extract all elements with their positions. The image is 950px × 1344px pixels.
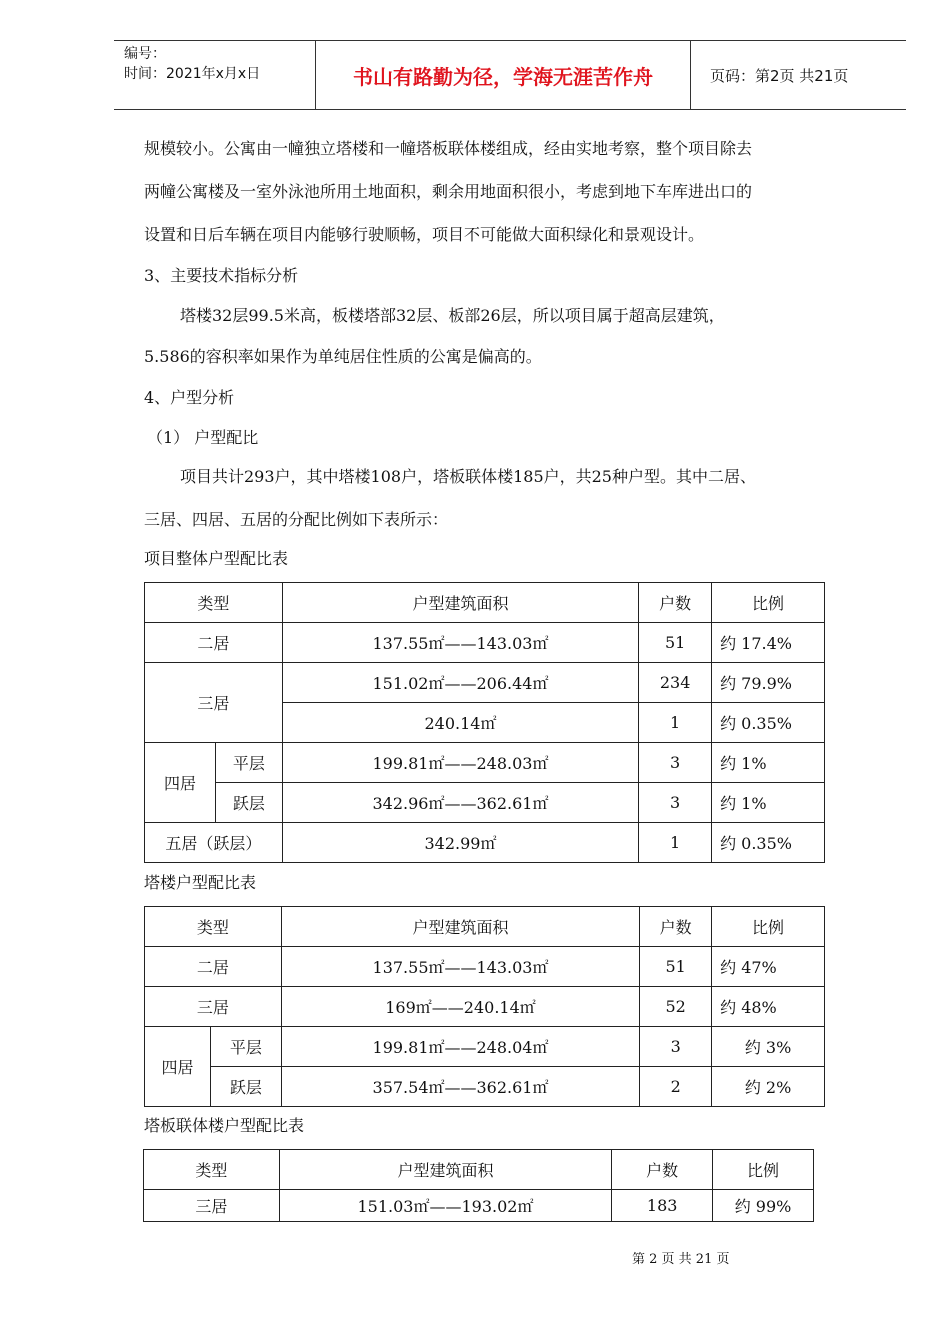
header-cell: 户数: [639, 583, 712, 623]
type-cell: 三居: [145, 663, 283, 743]
paragraph-line: 塔楼32层99.5米高，板楼塔部32层、板部26层，所以项目属于超高层建筑，: [180, 306, 725, 325]
table-header-row: [144, 1150, 814, 1190]
tower-unit-table: [144, 906, 825, 1107]
header-cell: 户型建筑面积: [282, 583, 638, 623]
subsection-heading: （1） 户型配比: [147, 428, 259, 447]
ratio-cell: 约 17.4%: [712, 623, 825, 663]
area-cell: 357.54㎡——362.61㎡: [281, 1067, 639, 1107]
table-row: [145, 743, 825, 783]
header-cell: 户型建筑面积: [281, 907, 639, 947]
header-cell: 比例: [712, 583, 825, 623]
count-cell: 3: [640, 1027, 712, 1067]
area-cell: 137.55㎡——143.03㎡: [282, 623, 638, 663]
count-cell: 51: [639, 623, 712, 663]
count-cell: 1: [639, 703, 712, 743]
page-header: [114, 40, 906, 110]
count-cell: 1: [639, 823, 712, 863]
header-motto: 书山有路勤为径，学海无涯苦作舟: [315, 41, 691, 109]
table-row: [145, 663, 825, 703]
ratio-cell: 约 99%: [713, 1190, 814, 1222]
count-cell: 2: [640, 1067, 712, 1107]
type-cell: 二居: [145, 623, 283, 663]
tower-slab-unit-table: [143, 1149, 814, 1222]
header-cell: 比例: [712, 907, 825, 947]
header-cell: 类型: [144, 1150, 280, 1190]
subtype-cell: 跃层: [215, 783, 282, 823]
area-cell: 342.99㎡: [282, 823, 638, 863]
ratio-cell: 约 0.35%: [712, 703, 825, 743]
table-row: [144, 1190, 814, 1222]
header-cell: 类型: [145, 907, 282, 947]
subtype-cell: 平层: [215, 743, 282, 783]
subtype-cell: 跃层: [210, 1067, 281, 1107]
overall-unit-table: [144, 582, 825, 863]
section-heading: 3、主要技术指标分析: [144, 266, 299, 285]
count-cell: 3: [639, 743, 712, 783]
type-cell: 二居: [145, 947, 282, 987]
area-cell: 169㎡——240.14㎡: [281, 987, 639, 1027]
type-cell: 三居: [145, 987, 282, 1027]
area-cell: 199.81㎡——248.04㎡: [281, 1027, 639, 1067]
ratio-cell: 约 47%: [712, 947, 825, 987]
ratio-cell: 约 1%: [712, 743, 825, 783]
table-row: [145, 1027, 825, 1067]
type-cell: 三居: [144, 1190, 280, 1222]
count-cell: 52: [640, 987, 712, 1027]
ratio-cell: 约 79.9%: [712, 663, 825, 703]
paragraph-line: 三居、四居、五居的分配比例如下表所示：: [144, 510, 449, 529]
count-cell: 183: [612, 1190, 713, 1222]
paragraph-line: 设置和日后车辆在项目内能够行驶顺畅，项目不可能做大面积绿化和景观设计。: [144, 225, 705, 244]
paragraph-line: 5.586的容积率如果作为单纯居住性质的公寓是偏高的。: [144, 347, 542, 366]
count-cell: 3: [639, 783, 712, 823]
area-cell: 137.55㎡——143.03㎡: [281, 947, 639, 987]
header-cell: 户数: [612, 1150, 713, 1190]
area-cell: 199.81㎡——248.03㎡: [282, 743, 638, 783]
header-page-info: [700, 41, 906, 109]
type-cell: 四居: [145, 1027, 211, 1107]
table-row: [145, 623, 825, 663]
header-time-label: 时间：2021年x月x日: [124, 66, 261, 82]
header-cell: 户数: [640, 907, 712, 947]
table-caption: 项目整体户型配比表: [144, 549, 289, 568]
header-cell: 比例: [713, 1150, 814, 1190]
table-row: [145, 947, 825, 987]
section-heading: 4、户型分析: [144, 388, 235, 407]
type-cell: 五居（跃层）: [145, 823, 283, 863]
area-cell: 151.03㎡——193.02㎡: [279, 1190, 611, 1222]
paragraph-line: 项目共计293户，其中塔楼108户，塔板联体楼185户，共25种户型。其中二居、: [180, 467, 756, 486]
table-header-row: [145, 583, 825, 623]
header-cell: 户型建筑面积: [279, 1150, 611, 1190]
table-row: [145, 1067, 825, 1107]
area-cell: 342.96㎡——362.61㎡: [282, 783, 638, 823]
ratio-cell: 约 2%: [712, 1067, 825, 1107]
header-page-info-text: 页码：第2页 共21页: [710, 66, 849, 85]
header-cell: 类型: [145, 583, 283, 623]
type-cell: 四居: [145, 743, 216, 823]
paragraph-line: 两幢公寓楼及一室外泳池所用土地面积，剩余用地面积很小，考虑到地下车库进出口的: [144, 182, 753, 201]
area-cell: 151.02㎡——206.44㎡: [282, 663, 638, 703]
table-caption: 塔板联体楼户型配比表: [144, 1116, 305, 1135]
table-header-row: [145, 907, 825, 947]
count-cell: 51: [640, 947, 712, 987]
paragraph-line: 规模较小。公寓由一幢独立塔楼和一幢塔板联体楼组成，经由实地考察，整个项目除去: [144, 139, 753, 158]
table-row: [145, 987, 825, 1027]
ratio-cell: 约 48%: [712, 987, 825, 1027]
header-meta: [114, 41, 314, 109]
ratio-cell: 约 1%: [712, 783, 825, 823]
header-number-label: 编号：: [124, 46, 166, 62]
table-row: [145, 783, 825, 823]
ratio-cell: 约 3%: [712, 1027, 825, 1067]
subtype-cell: 平层: [210, 1027, 281, 1067]
table-row: [145, 823, 825, 863]
page-footer: 第 2 页 共 21 页: [632, 1252, 730, 1267]
ratio-cell: 约 0.35%: [712, 823, 825, 863]
table-caption: 塔楼户型配比表: [144, 873, 257, 892]
count-cell: 234: [639, 663, 712, 703]
area-cell: 240.14㎡: [282, 703, 638, 743]
